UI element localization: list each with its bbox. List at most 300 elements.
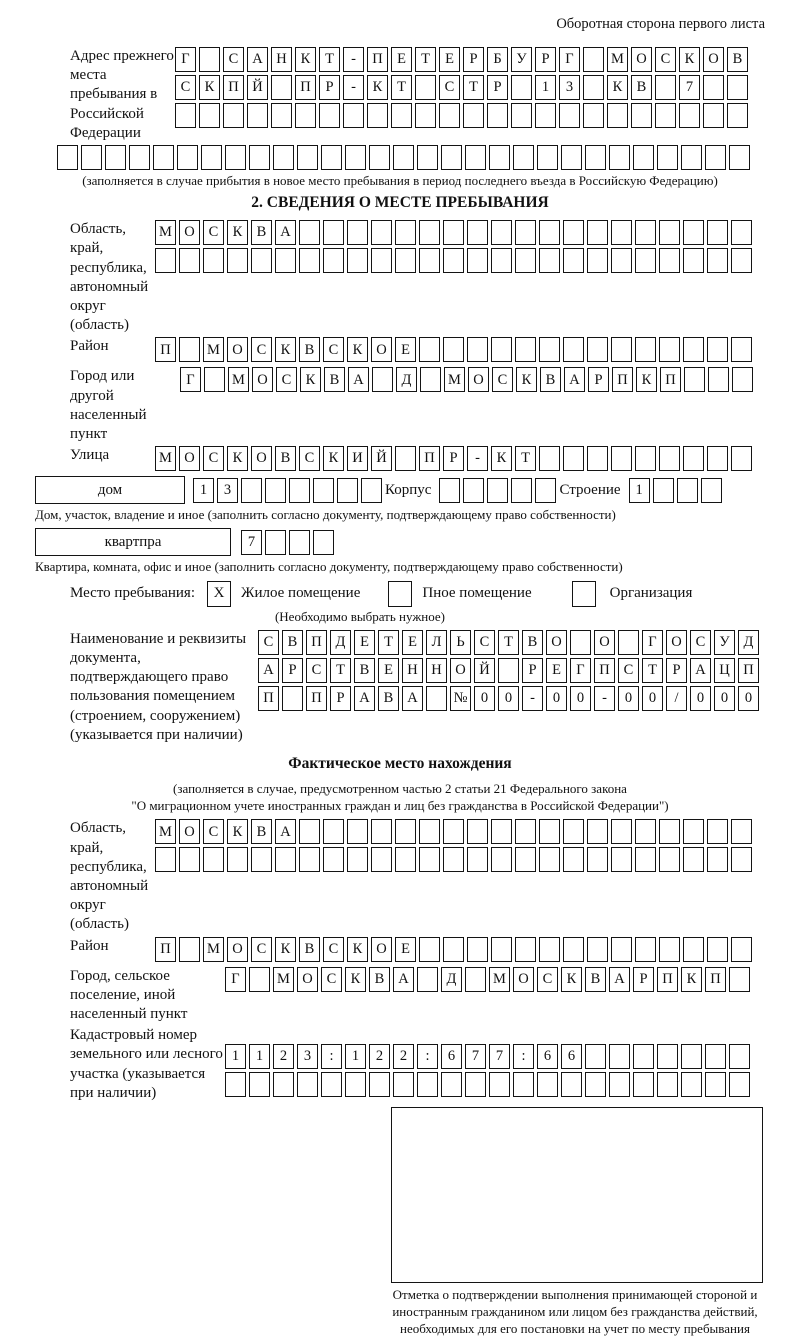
char-box[interactable]: 2	[273, 1044, 294, 1069]
char-box[interactable]: Ц	[714, 658, 735, 683]
char-box[interactable]	[289, 478, 310, 503]
char-box[interactable]	[177, 145, 198, 170]
char-box[interactable]	[659, 248, 680, 273]
char-box[interactable]	[679, 103, 700, 128]
char-box[interactable]	[179, 937, 200, 962]
char-box[interactable]: В	[540, 367, 561, 392]
char-box[interactable]	[659, 446, 680, 471]
char-box[interactable]: А	[247, 47, 268, 72]
char-box[interactable]: Г	[570, 658, 591, 683]
char-box[interactable]	[727, 103, 748, 128]
char-box[interactable]	[487, 478, 508, 503]
char-box[interactable]: Е	[439, 47, 460, 72]
char-box[interactable]: К	[561, 967, 582, 992]
char-box[interactable]: А	[564, 367, 585, 392]
char-box[interactable]	[633, 145, 654, 170]
char-box[interactable]	[609, 145, 630, 170]
char-box[interactable]: В	[251, 819, 272, 844]
char-box[interactable]	[659, 937, 680, 962]
char-box[interactable]: П	[295, 75, 316, 100]
char-box[interactable]	[491, 337, 512, 362]
char-box[interactable]	[313, 478, 334, 503]
char-box[interactable]	[659, 819, 680, 844]
char-box[interactable]	[347, 819, 368, 844]
char-box[interactable]: Г	[180, 367, 201, 392]
char-box[interactable]	[347, 248, 368, 273]
char-box[interactable]	[467, 337, 488, 362]
char-box[interactable]: Р	[666, 658, 687, 683]
char-box[interactable]: Й	[474, 658, 495, 683]
char-box[interactable]	[731, 819, 752, 844]
char-box[interactable]	[241, 478, 262, 503]
char-box[interactable]	[681, 1072, 702, 1097]
char-box[interactable]	[299, 220, 320, 245]
char-box[interactable]: С	[223, 47, 244, 72]
char-box[interactable]	[369, 1072, 390, 1097]
char-box[interactable]	[491, 937, 512, 962]
char-box[interactable]: К	[516, 367, 537, 392]
char-box[interactable]: К	[275, 337, 296, 362]
char-box[interactable]: К	[347, 937, 368, 962]
char-box[interactable]	[563, 220, 584, 245]
char-box[interactable]: М	[607, 47, 628, 72]
char-box[interactable]: В	[354, 658, 375, 683]
char-box[interactable]	[707, 220, 728, 245]
char-box[interactable]: С	[439, 75, 460, 100]
char-box[interactable]: А	[348, 367, 369, 392]
char-box[interactable]	[683, 220, 704, 245]
char-box[interactable]	[563, 446, 584, 471]
char-box[interactable]	[463, 103, 484, 128]
char-box[interactable]: Н	[271, 47, 292, 72]
char-box[interactable]: О	[371, 937, 392, 962]
char-box[interactable]: О	[252, 367, 273, 392]
char-box[interactable]	[491, 847, 512, 872]
char-box[interactable]	[585, 1044, 606, 1069]
char-box[interactable]	[653, 478, 674, 503]
char-box[interactable]: С	[251, 937, 272, 962]
char-box[interactable]: 7	[489, 1044, 510, 1069]
char-box[interactable]	[225, 1072, 246, 1097]
char-box[interactable]: С	[299, 446, 320, 471]
char-box[interactable]	[635, 819, 656, 844]
char-box[interactable]: /	[666, 686, 687, 711]
char-box[interactable]	[371, 248, 392, 273]
char-box[interactable]: Р	[633, 967, 654, 992]
char-box[interactable]	[443, 937, 464, 962]
char-box[interactable]	[223, 103, 244, 128]
char-box[interactable]: П	[705, 967, 726, 992]
stay-checkbox-other[interactable]	[388, 581, 412, 607]
char-box[interactable]: К	[275, 937, 296, 962]
char-box[interactable]: В	[299, 937, 320, 962]
char-box[interactable]	[271, 103, 292, 128]
char-box[interactable]: П	[657, 967, 678, 992]
char-box[interactable]	[491, 819, 512, 844]
char-box[interactable]: -	[343, 75, 364, 100]
char-box[interactable]: Е	[546, 658, 567, 683]
char-box[interactable]	[467, 819, 488, 844]
char-box[interactable]	[201, 145, 222, 170]
char-box[interactable]	[657, 1072, 678, 1097]
char-box[interactable]	[707, 847, 728, 872]
char-box[interactable]	[426, 686, 447, 711]
char-box[interactable]	[701, 478, 722, 503]
char-box[interactable]: К	[491, 446, 512, 471]
char-box[interactable]: 0	[498, 686, 519, 711]
char-box[interactable]	[419, 220, 440, 245]
char-box[interactable]	[369, 145, 390, 170]
char-box[interactable]	[635, 337, 656, 362]
char-box[interactable]: 6	[441, 1044, 462, 1069]
char-box[interactable]	[395, 220, 416, 245]
char-box[interactable]	[467, 847, 488, 872]
char-box[interactable]	[539, 847, 560, 872]
char-box[interactable]	[439, 103, 460, 128]
char-box[interactable]: П	[258, 686, 279, 711]
char-box[interactable]: М	[273, 967, 294, 992]
char-box[interactable]	[345, 1072, 366, 1097]
char-box[interactable]	[299, 819, 320, 844]
char-box[interactable]	[265, 530, 286, 555]
char-box[interactable]: О	[227, 937, 248, 962]
char-box[interactable]: С	[175, 75, 196, 100]
char-box[interactable]: Е	[378, 658, 399, 683]
char-box[interactable]	[729, 967, 750, 992]
char-box[interactable]: В	[275, 446, 296, 471]
char-box[interactable]: О	[450, 658, 471, 683]
char-box[interactable]: М	[228, 367, 249, 392]
char-box[interactable]: М	[203, 937, 224, 962]
char-box[interactable]: 0	[570, 686, 591, 711]
char-box[interactable]	[515, 937, 536, 962]
char-box[interactable]: С	[655, 47, 676, 72]
char-box[interactable]	[587, 248, 608, 273]
char-box[interactable]	[225, 145, 246, 170]
char-box[interactable]	[583, 47, 604, 72]
char-box[interactable]	[655, 75, 676, 100]
char-box[interactable]	[465, 1072, 486, 1097]
char-box[interactable]: К	[681, 967, 702, 992]
char-box[interactable]	[659, 847, 680, 872]
char-box[interactable]: К	[227, 446, 248, 471]
char-box[interactable]	[731, 937, 752, 962]
char-box[interactable]: Р	[487, 75, 508, 100]
char-box[interactable]: К	[367, 75, 388, 100]
char-box[interactable]	[199, 103, 220, 128]
char-box[interactable]	[635, 937, 656, 962]
char-box[interactable]	[657, 1044, 678, 1069]
char-box[interactable]	[371, 220, 392, 245]
char-box[interactable]	[153, 145, 174, 170]
char-box[interactable]: С	[690, 630, 711, 655]
char-box[interactable]	[323, 847, 344, 872]
char-box[interactable]: О	[546, 630, 567, 655]
char-box[interactable]: М	[444, 367, 465, 392]
char-box[interactable]	[443, 248, 464, 273]
char-box[interactable]	[683, 248, 704, 273]
char-box[interactable]: С	[276, 367, 297, 392]
char-box[interactable]: -	[594, 686, 615, 711]
char-box[interactable]	[179, 248, 200, 273]
char-box[interactable]: М	[155, 220, 176, 245]
char-box[interactable]	[539, 248, 560, 273]
char-box[interactable]: С	[321, 967, 342, 992]
char-box[interactable]	[275, 847, 296, 872]
apartment-widebox[interactable]: квартпра	[35, 528, 231, 556]
char-box[interactable]	[204, 367, 225, 392]
char-box[interactable]	[587, 337, 608, 362]
char-box[interactable]	[271, 75, 292, 100]
char-box[interactable]	[465, 145, 486, 170]
char-box[interactable]: Б	[487, 47, 508, 72]
char-box[interactable]	[677, 478, 698, 503]
char-box[interactable]	[561, 1072, 582, 1097]
char-box[interactable]	[539, 337, 560, 362]
char-box[interactable]	[179, 337, 200, 362]
char-box[interactable]	[732, 367, 753, 392]
char-box[interactable]	[607, 103, 628, 128]
char-box[interactable]	[731, 337, 752, 362]
char-box[interactable]: 2	[369, 1044, 390, 1069]
char-box[interactable]: О	[371, 337, 392, 362]
char-box[interactable]	[535, 103, 556, 128]
char-box[interactable]	[635, 446, 656, 471]
char-box[interactable]: Т	[463, 75, 484, 100]
char-box[interactable]	[513, 145, 534, 170]
char-box[interactable]: В	[369, 967, 390, 992]
char-box[interactable]	[681, 145, 702, 170]
char-box[interactable]	[515, 847, 536, 872]
char-box[interactable]: Р	[535, 47, 556, 72]
char-box[interactable]	[249, 1072, 270, 1097]
char-box[interactable]	[515, 248, 536, 273]
char-box[interactable]	[323, 220, 344, 245]
char-box[interactable]: О	[179, 220, 200, 245]
char-box[interactable]	[247, 103, 268, 128]
char-box[interactable]	[321, 145, 342, 170]
char-box[interactable]	[419, 248, 440, 273]
char-box[interactable]: О	[703, 47, 724, 72]
char-box[interactable]: 3	[559, 75, 580, 100]
char-box[interactable]	[609, 1072, 630, 1097]
char-box[interactable]	[587, 819, 608, 844]
char-box[interactable]	[491, 220, 512, 245]
char-box[interactable]	[611, 937, 632, 962]
char-box[interactable]	[367, 103, 388, 128]
char-box[interactable]: -	[467, 446, 488, 471]
char-box[interactable]: П	[306, 686, 327, 711]
char-box[interactable]	[439, 478, 460, 503]
char-box[interactable]	[539, 937, 560, 962]
char-box[interactable]	[611, 819, 632, 844]
char-box[interactable]	[441, 145, 462, 170]
char-box[interactable]: В	[727, 47, 748, 72]
char-box[interactable]: С	[258, 630, 279, 655]
char-box[interactable]	[321, 1072, 342, 1097]
char-box[interactable]: 1	[249, 1044, 270, 1069]
char-box[interactable]: 6	[537, 1044, 558, 1069]
char-box[interactable]	[563, 337, 584, 362]
char-box[interactable]	[611, 220, 632, 245]
char-box[interactable]	[347, 220, 368, 245]
char-box[interactable]: Г	[642, 630, 663, 655]
char-box[interactable]: Л	[426, 630, 447, 655]
char-box[interactable]: С	[203, 220, 224, 245]
char-box[interactable]	[707, 248, 728, 273]
char-box[interactable]: О	[227, 337, 248, 362]
char-box[interactable]: П	[612, 367, 633, 392]
char-box[interactable]	[273, 145, 294, 170]
char-box[interactable]: У	[511, 47, 532, 72]
char-box[interactable]: 0	[642, 686, 663, 711]
char-box[interactable]: А	[354, 686, 375, 711]
char-box[interactable]	[57, 145, 78, 170]
char-box[interactable]	[583, 103, 604, 128]
char-box[interactable]	[707, 337, 728, 362]
char-box[interactable]	[420, 367, 441, 392]
char-box[interactable]: А	[258, 658, 279, 683]
char-box[interactable]: К	[199, 75, 220, 100]
char-box[interactable]	[708, 367, 729, 392]
char-box[interactable]	[155, 248, 176, 273]
char-box[interactable]: 0	[546, 686, 567, 711]
char-box[interactable]	[199, 47, 220, 72]
stay-checkbox-residential[interactable]: X	[207, 581, 231, 607]
char-box[interactable]: 1	[193, 478, 214, 503]
char-box[interactable]: Р	[588, 367, 609, 392]
char-box[interactable]: Р	[463, 47, 484, 72]
char-box[interactable]	[570, 630, 591, 655]
char-box[interactable]: К	[295, 47, 316, 72]
char-box[interactable]	[489, 1072, 510, 1097]
char-box[interactable]: Т	[415, 47, 436, 72]
char-box[interactable]	[705, 145, 726, 170]
char-box[interactable]: М	[155, 819, 176, 844]
char-box[interactable]	[633, 1044, 654, 1069]
char-box[interactable]: О	[251, 446, 272, 471]
char-box[interactable]	[511, 103, 532, 128]
char-box[interactable]	[417, 967, 438, 992]
char-box[interactable]: -	[522, 686, 543, 711]
char-box[interactable]	[419, 819, 440, 844]
char-box[interactable]	[729, 1072, 750, 1097]
char-box[interactable]	[273, 1072, 294, 1097]
char-box[interactable]	[297, 1072, 318, 1097]
char-box[interactable]: С	[323, 337, 344, 362]
char-box[interactable]: Т	[391, 75, 412, 100]
char-box[interactable]: В	[378, 686, 399, 711]
char-box[interactable]	[275, 248, 296, 273]
char-box[interactable]: К	[679, 47, 700, 72]
char-box[interactable]	[585, 1072, 606, 1097]
char-box[interactable]	[683, 937, 704, 962]
char-box[interactable]	[323, 248, 344, 273]
char-box[interactable]	[659, 220, 680, 245]
char-box[interactable]: Й	[371, 446, 392, 471]
char-box[interactable]: 0	[714, 686, 735, 711]
char-box[interactable]	[635, 847, 656, 872]
char-box[interactable]	[683, 337, 704, 362]
char-box[interactable]	[395, 248, 416, 273]
char-box[interactable]	[635, 220, 656, 245]
char-box[interactable]: 1	[225, 1044, 246, 1069]
char-box[interactable]: Д	[330, 630, 351, 655]
char-box[interactable]	[203, 248, 224, 273]
char-box[interactable]: Н	[426, 658, 447, 683]
char-box[interactable]	[251, 847, 272, 872]
char-box[interactable]	[611, 847, 632, 872]
char-box[interactable]	[539, 220, 560, 245]
char-box[interactable]: 1	[535, 75, 556, 100]
char-box[interactable]: К	[227, 220, 248, 245]
char-box[interactable]: К	[347, 337, 368, 362]
char-box[interactable]	[539, 446, 560, 471]
char-box[interactable]: О	[594, 630, 615, 655]
char-box[interactable]	[635, 248, 656, 273]
char-box[interactable]: Т	[498, 630, 519, 655]
char-box[interactable]: Р	[330, 686, 351, 711]
char-box[interactable]	[729, 145, 750, 170]
char-box[interactable]: 0	[474, 686, 495, 711]
char-box[interactable]	[587, 847, 608, 872]
char-box[interactable]	[585, 145, 606, 170]
char-box[interactable]	[467, 937, 488, 962]
char-box[interactable]: Ь	[450, 630, 471, 655]
char-box[interactable]	[587, 937, 608, 962]
char-box[interactable]: С	[618, 658, 639, 683]
char-box[interactable]: Р	[522, 658, 543, 683]
char-box[interactable]	[683, 446, 704, 471]
char-box[interactable]: 7	[465, 1044, 486, 1069]
char-box[interactable]	[515, 220, 536, 245]
char-box[interactable]	[537, 1072, 558, 1097]
char-box[interactable]: А	[690, 658, 711, 683]
char-box[interactable]	[323, 819, 344, 844]
char-box[interactable]: 7	[679, 75, 700, 100]
char-box[interactable]: Т	[330, 658, 351, 683]
char-box[interactable]	[487, 103, 508, 128]
char-box[interactable]	[705, 1044, 726, 1069]
char-box[interactable]	[443, 220, 464, 245]
char-box[interactable]: №	[450, 686, 471, 711]
char-box[interactable]	[729, 1044, 750, 1069]
char-box[interactable]	[655, 103, 676, 128]
char-box[interactable]: Е	[395, 937, 416, 962]
char-box[interactable]	[371, 847, 392, 872]
char-box[interactable]	[731, 847, 752, 872]
char-box[interactable]: А	[275, 220, 296, 245]
char-box[interactable]	[657, 145, 678, 170]
char-box[interactable]: С	[203, 446, 224, 471]
char-box[interactable]	[337, 478, 358, 503]
char-box[interactable]: В	[251, 220, 272, 245]
char-box[interactable]: :	[417, 1044, 438, 1069]
char-box[interactable]	[443, 819, 464, 844]
char-box[interactable]	[419, 337, 440, 362]
char-box[interactable]: П	[306, 630, 327, 655]
char-box[interactable]: К	[607, 75, 628, 100]
char-box[interactable]	[611, 248, 632, 273]
char-box[interactable]: Н	[402, 658, 423, 683]
char-box[interactable]: С	[492, 367, 513, 392]
char-box[interactable]: П	[155, 337, 176, 362]
char-box[interactable]: Т	[515, 446, 536, 471]
char-box[interactable]	[175, 103, 196, 128]
char-box[interactable]: У	[714, 630, 735, 655]
char-box[interactable]: Д	[396, 367, 417, 392]
char-box[interactable]	[681, 1044, 702, 1069]
